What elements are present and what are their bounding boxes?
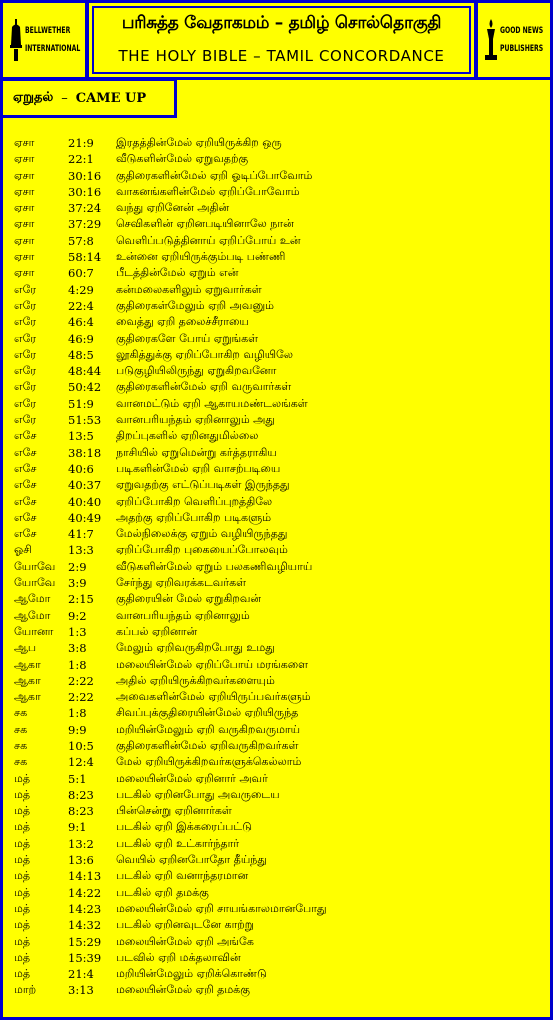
row-text: படிகளின்மேல் ஏறி வாசற்படியை — [116, 461, 281, 475]
row-book: ஏசா — [14, 184, 35, 198]
concordance-row — [14, 836, 327, 852]
row-reference: 38:18 — [68, 445, 102, 460]
left-logo-box — [0, 0, 88, 80]
concordance-row — [14, 282, 327, 298]
row-book: யோவே — [14, 576, 56, 590]
row-book: ஏசா — [14, 136, 35, 149]
row-reference: 48:44 — [68, 364, 102, 379]
row-text: ஏறிப்போகிற வெளிப்புறத்திலே — [116, 494, 273, 508]
row-text: குதிரைகளின்மேல் ஏறி ஓடிப்போவோம் — [116, 168, 313, 182]
row-book: மத் — [14, 918, 31, 932]
word-dash: – — [61, 90, 68, 106]
concordance-list — [14, 135, 327, 999]
row-text: வானபரியந்தம் ஏறினாலும் — [116, 608, 250, 622]
row-text: மலையின்மேல் ஏறி அங்கே — [116, 934, 254, 948]
row-book: மத் — [14, 934, 31, 948]
row-reference: 2:22 — [68, 673, 94, 688]
row-text: கன்மலைகளிலும் ஏறுவார்கள் — [116, 282, 262, 296]
concordance-row — [14, 624, 327, 640]
row-reference: 8:23 — [68, 804, 94, 819]
row-text: குதிரைகள்மேலும் ஏறி அவனும் — [116, 298, 275, 312]
concordance-row — [14, 298, 327, 314]
concordance-row — [14, 477, 327, 493]
row-text: மேலும் ஏறிவருகிறபோது உமது — [116, 641, 275, 655]
row-book: மாற் — [14, 983, 37, 997]
row-book: ஆகா — [14, 673, 41, 687]
row-book: ஆகா — [14, 657, 41, 671]
concordance-row — [14, 901, 327, 917]
row-reference: 3:13 — [68, 983, 94, 998]
row-book: ஏசா — [14, 217, 35, 231]
row-reference: 13:6 — [68, 853, 94, 868]
row-book: மத் — [14, 853, 31, 867]
row-book: சக — [14, 706, 28, 720]
word-tamil: ஏறுதல் — [13, 90, 54, 105]
row-book: சக — [14, 755, 28, 769]
concordance-row — [14, 591, 327, 607]
row-text: படகில் ஏறினபோது அவருடைய — [116, 787, 280, 801]
row-book: மத் — [14, 869, 31, 883]
title-tamil: பரிசுத்த வேதாகமம் – தமிழ் சொல்தொகுதி — [121, 13, 442, 33]
row-book: மத் — [14, 836, 31, 850]
row-text: நாசியில் ஏறுமென்று கர்த்தராகிய — [116, 445, 277, 459]
row-reference: 10:5 — [68, 738, 94, 753]
concordance-row — [14, 657, 327, 673]
row-reference: 2:9 — [68, 559, 87, 574]
row-reference: 30:16 — [68, 168, 102, 183]
row-book: மத் — [14, 771, 31, 785]
row-text: படகில் ஏறி வனாந்தரமான — [116, 869, 249, 883]
row-text: அதில் ஏறியிருக்கிறவர்களையும் — [116, 673, 275, 687]
row-book: சக — [14, 722, 28, 736]
row-text: குதிரைகளின்மேல் ஏறிவருகிறவர்கள் — [116, 738, 299, 752]
concordance-row — [14, 819, 327, 835]
concordance-row — [14, 803, 327, 819]
row-reference: 22:4 — [68, 298, 94, 313]
row-book: மத் — [14, 901, 31, 915]
row-reference: 40:49 — [68, 510, 102, 525]
row-text: வெளிப்படுத்தினாய் ஏறிப்போய் உன் — [116, 233, 301, 247]
right-logo-line1: GOOD NEWS — [500, 26, 544, 36]
concordance-row — [14, 510, 327, 526]
row-book: ஆமோ — [14, 592, 51, 606]
row-text: சிவப்புக்குதிரையின்மேல் ஏறியிருந்த — [116, 706, 299, 720]
row-reference: 13:2 — [68, 836, 94, 851]
row-reference: 5:1 — [68, 771, 87, 786]
row-reference: 60:7 — [68, 266, 94, 281]
left-logo-line2: INTERNATIONAL — [25, 44, 81, 54]
concordance-row — [14, 445, 327, 461]
title-english: THE HOLY BIBLE – TAMIL CONCORDANCE — [118, 47, 445, 65]
row-reference: 51:53 — [68, 413, 102, 428]
row-text: ஏறிப்போகிற புகையைப்போலவும் — [116, 543, 288, 557]
row-text: இரதத்தின்மேல் ஏறியிருக்கிற ஒரு — [116, 136, 282, 149]
row-text: செவிகளின் ஏறினபடியினாலே நான் — [116, 217, 294, 231]
row-book: ஏசா — [14, 233, 35, 247]
row-reference: 14:22 — [68, 885, 102, 900]
concordance-row — [14, 705, 327, 721]
row-text: கப்பல் ஏறினான் — [116, 624, 198, 638]
row-reference: 13:3 — [68, 543, 94, 558]
row-reference: 2:22 — [68, 690, 94, 705]
concordance-row — [14, 771, 327, 787]
bell-icon — [9, 19, 23, 61]
row-book: ஆப — [14, 641, 37, 655]
concordance-row — [14, 412, 327, 428]
row-reference: 37:29 — [68, 217, 102, 232]
row-text: குதிரைகளே போய் ஏறுங்கள் — [116, 331, 259, 345]
row-book: ஆமோ — [14, 608, 51, 622]
row-reference: 58:14 — [68, 250, 102, 265]
row-book: எசே — [14, 527, 37, 541]
row-book: மத் — [14, 950, 31, 964]
concordance-row — [14, 608, 327, 624]
row-text: வானமட்டும் ஏறி ஆகாயமண்டலங்கள் — [116, 396, 308, 410]
row-book: எசே — [14, 494, 37, 508]
row-book: சக — [14, 738, 28, 752]
concordance-row — [14, 787, 327, 803]
row-text: மலையின்மேல் ஏறி சாயங்காலமானபோது — [116, 901, 327, 915]
row-text: படவில் ஏறி மக்தலாவின் — [116, 950, 241, 964]
concordance-row — [14, 331, 327, 347]
row-book: எரே — [14, 396, 37, 410]
concordance-row — [14, 689, 327, 705]
concordance-row — [14, 428, 327, 444]
concordance-row — [14, 396, 327, 412]
row-book: எசே — [14, 461, 37, 475]
row-text: உன்னை ஏறியிருக்கும்படி பண்ணி — [116, 250, 286, 264]
row-book: ஏசா — [14, 152, 35, 166]
row-reference: 30:16 — [68, 184, 102, 199]
row-reference: 9:9 — [68, 722, 87, 737]
row-reference: 8:23 — [68, 787, 94, 802]
row-book: எரே — [14, 380, 37, 394]
concordance-row — [14, 379, 327, 395]
concordance-row — [14, 950, 327, 966]
row-reference: 12:4 — [68, 755, 94, 770]
concordance-row — [14, 233, 327, 249]
concordance-row — [14, 542, 327, 558]
row-book: மத் — [14, 804, 31, 818]
row-reference: 48:5 — [68, 347, 94, 362]
row-book: எசே — [14, 478, 37, 492]
row-reference: 51:9 — [68, 396, 94, 411]
row-reference: 3:9 — [68, 576, 87, 591]
row-book: எரே — [14, 347, 37, 361]
row-text: மலையின்மேல் ஏறினார் அவர் — [116, 771, 268, 785]
row-reference: 14:23 — [68, 901, 102, 916]
row-book: ஏசா — [14, 250, 35, 264]
row-book: எரே — [14, 413, 37, 427]
bellwether-logo — [9, 13, 81, 67]
row-text: மறியின்மேலும் ஏறி வருகிறவருமாய் — [116, 722, 301, 736]
row-text: வீடுகளின்மேல் ஏறும் பலகணிவழியாய் — [116, 559, 313, 573]
row-text: சேர்ந்து ஏறிவரக்கடவர்கள் — [116, 576, 247, 590]
row-text: ஏறுவதற்கு எட்டுப்படிகள் இருந்தது — [116, 478, 290, 492]
concordance-row — [14, 265, 327, 281]
row-book: ஏசா — [14, 266, 35, 280]
row-book: ஏசா — [14, 201, 35, 215]
concordance-row — [14, 722, 327, 738]
row-text: வந்து ஏறினேன் அதின் — [116, 201, 230, 215]
row-text: வானபரியந்தம் ஏறினாலும் அது — [116, 413, 275, 427]
row-text: வைத்து ஏறி தலைச்சீராயை — [116, 315, 249, 329]
row-text: மறியின்மேலும் ஏறிக்கொண்டு — [116, 967, 267, 981]
row-reference: 57:8 — [68, 233, 94, 248]
row-reference: 21:9 — [68, 136, 94, 150]
right-logo-line2: PUBLISHERS — [500, 44, 544, 54]
concordance-row — [14, 461, 327, 477]
row-book: ஓசி — [14, 543, 32, 557]
title-box — [86, 0, 477, 80]
row-text: படகில் ஏறி இக்கரைப்பட்டு — [116, 820, 252, 834]
concordance-row — [14, 216, 327, 232]
concordance-row — [14, 852, 327, 868]
left-logo-line1: BELLWETHER — [25, 26, 71, 36]
concordance-row — [14, 917, 327, 933]
row-text: லூகித்துக்கு ஏறிப்போகிற வழியிலே — [116, 347, 293, 361]
row-text: படுகுழியிலிருந்து ஏறுகிறவனோ — [116, 364, 277, 378]
row-text: பின்சென்று ஏறினார்கள் — [116, 804, 232, 818]
row-book: எசே — [14, 429, 37, 443]
concordance-row — [14, 559, 327, 575]
row-reference: 41:7 — [68, 527, 94, 542]
concordance-row — [14, 885, 327, 901]
row-text: பீடத்தின்மேல் ஏறும் என் — [116, 266, 239, 280]
word-heading — [0, 78, 177, 118]
concordance-row — [14, 673, 327, 689]
right-logo-box — [475, 0, 553, 80]
concordance-row — [14, 200, 327, 216]
row-reference: 14:32 — [68, 918, 102, 933]
concordance-row — [14, 151, 327, 167]
row-book: யோனா — [14, 624, 54, 638]
row-reference: 9:2 — [68, 608, 87, 623]
row-book: எரே — [14, 331, 37, 345]
concordance-row — [14, 640, 327, 656]
row-book: எசே — [14, 445, 37, 459]
concordance-row — [14, 526, 327, 542]
row-text: மலையின்மேல் ஏறிப்போய் மரங்களை — [116, 657, 309, 671]
concordance-row — [14, 754, 327, 770]
row-book: மத் — [14, 885, 31, 899]
concordance-row — [14, 249, 327, 265]
concordance-row — [14, 738, 327, 754]
row-reference: 37:24 — [68, 201, 102, 216]
concordance-row — [14, 184, 327, 200]
row-text: மலையின்மேல் ஏறி தமக்கு — [116, 983, 250, 997]
row-reference: 50:42 — [68, 380, 102, 395]
row-text: குதிரையின் மேல் ஏறுகிறவன் — [116, 592, 262, 606]
row-reference: 1:8 — [68, 657, 87, 672]
concordance-row — [14, 966, 327, 982]
row-book: ஆகா — [14, 690, 41, 704]
concordance-row — [14, 347, 327, 363]
concordance-row — [14, 575, 327, 591]
row-book: எரே — [14, 364, 37, 378]
lamp-icon — [484, 19, 498, 61]
row-reference: 21:4 — [68, 967, 94, 982]
row-reference: 22:1 — [68, 152, 94, 167]
row-reference: 46:4 — [68, 315, 94, 330]
concordance-row — [14, 934, 327, 950]
row-text: வீடுகளின்மேல் ஏறுவதற்கு — [116, 152, 249, 166]
row-book: மத் — [14, 820, 31, 834]
row-book: எரே — [14, 282, 37, 296]
word-english: CAME UP — [75, 90, 147, 106]
row-reference: 9:1 — [68, 820, 87, 835]
row-text: மேல் ஏறியிருக்கிறவர்களுக்கெல்லாம் — [116, 755, 302, 769]
row-reference: 4:29 — [68, 282, 94, 297]
row-text: குதிரைகளின்மேல் ஏறி வருவார்கள் — [116, 380, 292, 394]
row-text: வெயில் ஏறினபோதோ தீய்ந்து — [116, 853, 267, 867]
concordance-row — [14, 494, 327, 510]
row-reference: 40:6 — [68, 461, 94, 476]
row-book: ஏசா — [14, 168, 35, 182]
row-text: அவைகளின்மேல் ஏறியிருப்பவர்களும் — [116, 690, 311, 704]
row-reference: 2:15 — [68, 592, 94, 607]
row-text: படகில் ஏறினவுடனே காற்று — [116, 918, 254, 932]
row-reference: 40:40 — [68, 494, 102, 509]
good-news-logo — [484, 13, 546, 67]
row-reference: 13:5 — [68, 429, 94, 444]
concordance-row — [14, 868, 327, 884]
row-book: எரே — [14, 315, 37, 329]
row-text: வாகனங்களின்மேல் ஏறிப்போவோம் — [116, 184, 300, 198]
concordance-row — [14, 168, 327, 184]
concordance-row — [14, 363, 327, 379]
row-reference: 1:8 — [68, 706, 87, 721]
header — [0, 0, 553, 80]
row-reference: 1:3 — [68, 624, 87, 639]
row-text: அதற்கு ஏறிப்போகிற படிகளும் — [116, 510, 272, 524]
row-book: எசே — [14, 510, 37, 524]
row-reference: 15:39 — [68, 950, 102, 965]
row-reference: 46:9 — [68, 331, 94, 346]
concordance-row — [14, 314, 327, 330]
row-reference: 15:29 — [68, 934, 102, 949]
row-reference: 14:13 — [68, 869, 102, 884]
row-reference: 3:8 — [68, 641, 87, 656]
row-text: படகில் ஏறி உட்கார்ந்தார் — [116, 836, 240, 850]
concordance-row — [14, 982, 327, 998]
row-book: மத் — [14, 967, 31, 981]
concordance-row — [14, 135, 327, 151]
row-book: மத் — [14, 787, 31, 801]
row-text: திறப்புகளில் ஏறினதுமில்லை — [116, 429, 259, 443]
row-book: எரே — [14, 298, 37, 312]
row-reference: 40:37 — [68, 478, 102, 493]
row-text: மேல்நிலைக்கு ஏறும் வழியிருந்தது — [116, 527, 288, 541]
row-book: யோவே — [14, 559, 56, 573]
row-text: படகில் ஏறி தமக்கு — [116, 885, 209, 899]
